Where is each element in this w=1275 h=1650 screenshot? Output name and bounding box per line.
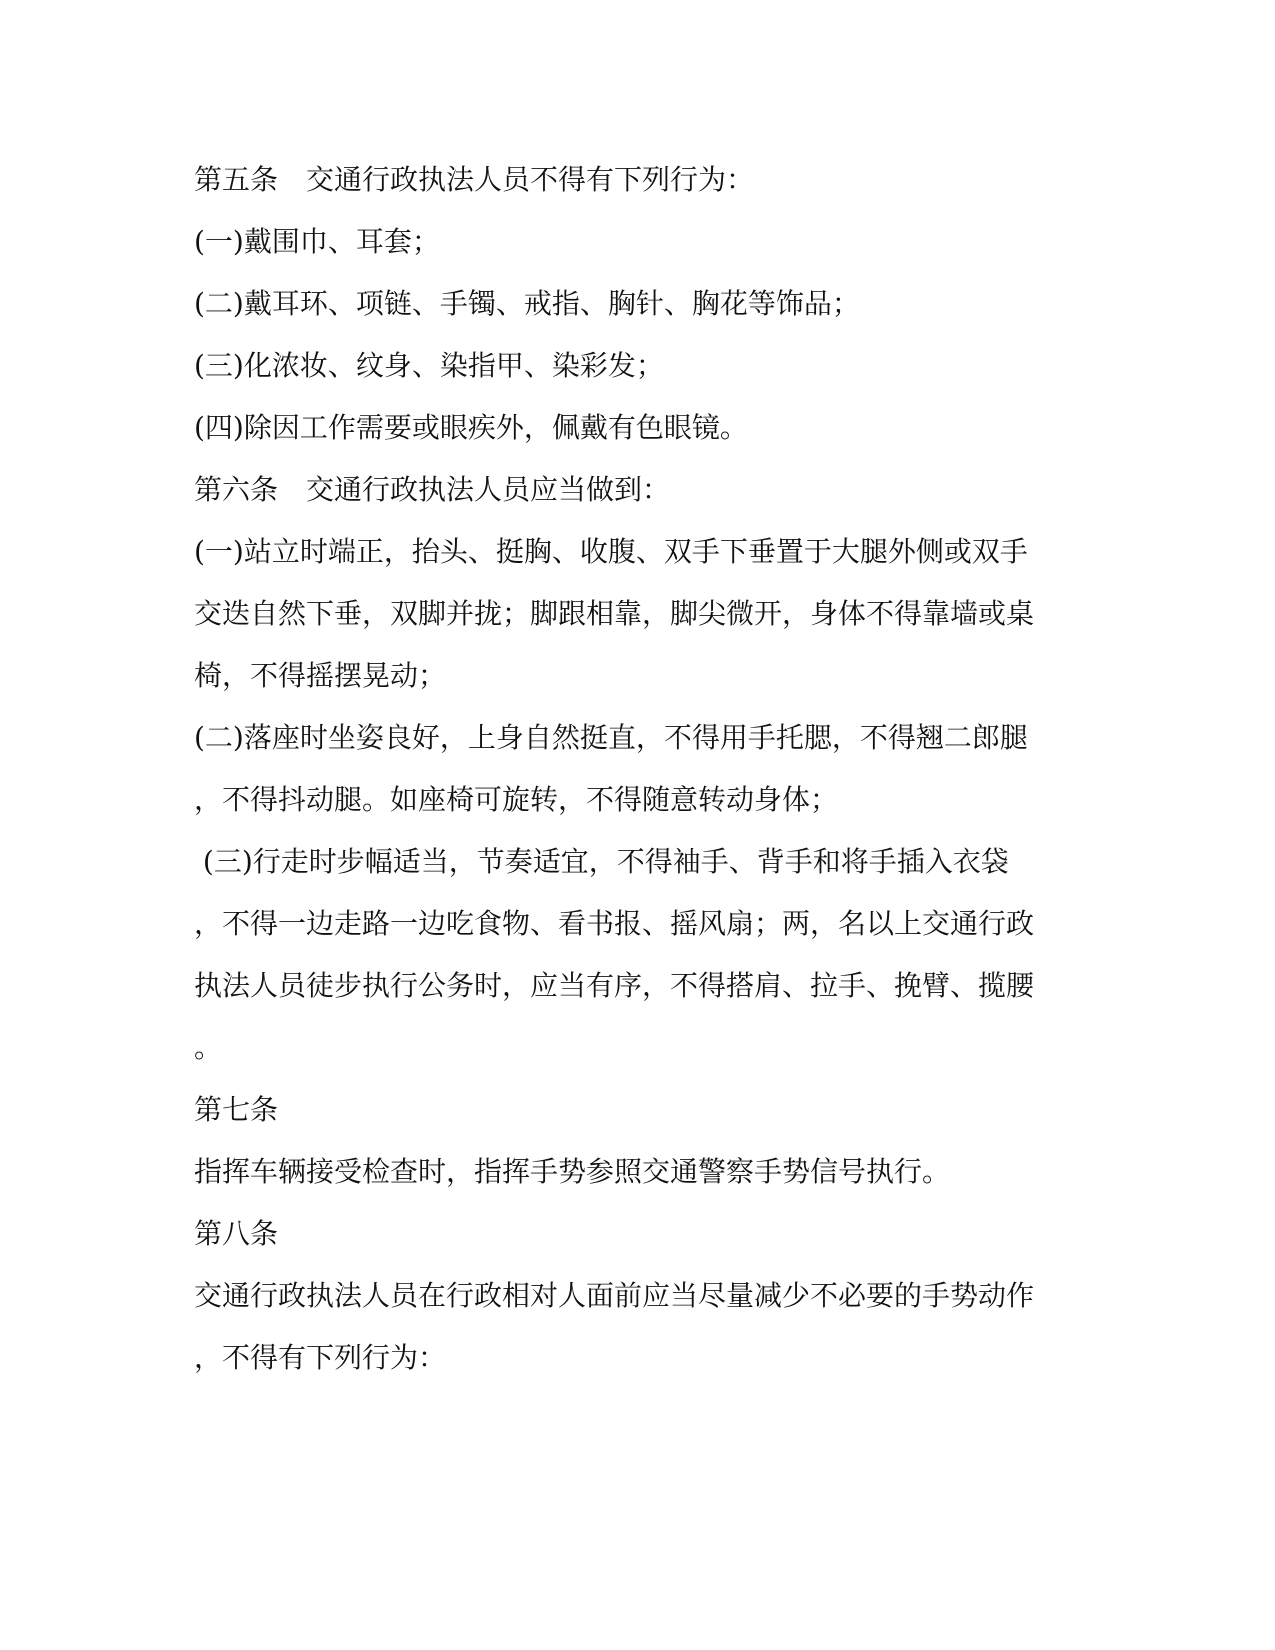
article-6-item-3-line-4: 。: [194, 1031, 223, 1064]
article-7-body: 指挥车辆接受检查时，指挥手势参照交通警察手势信号执行。: [194, 1155, 951, 1188]
article-5-item-3: (三)化浓妆、纹身、染指甲、染彩发；: [194, 349, 664, 382]
article-5-item-2: (二)戴耳环、项链、手镯、戒指、胸针、胸花等饰品；: [194, 287, 860, 320]
article-6-item-3-line-2: ，不得一边走路一边吃食物、看书报、摇风扇；两，名以上交通行政: [194, 907, 1035, 940]
article-5-item-1: (一)戴围巾、耳套；: [194, 225, 440, 258]
article-6-heading: 第六条 交通行政执法人员应当做到：: [194, 473, 671, 506]
article-8-heading: 第八条: [194, 1217, 279, 1250]
article-8-body-line-1: 交通行政执法人员在行政相对人面前应当尽量减少不必要的手势动作: [194, 1279, 1035, 1312]
article-5-heading: 第五条 交通行政执法人员不得有下列行为：: [194, 163, 755, 196]
article-6-item-1-line-3: 椅，不得摇摆晃动；: [194, 659, 447, 692]
article-6-item-3-line-3: 执法人员徒步执行公务时，应当有序，不得搭肩、拉手、挽臂、揽腰: [194, 969, 1035, 1002]
article-8-body-line-2: ，不得有下列行为：: [194, 1341, 447, 1374]
article-7-heading: 第七条: [194, 1093, 279, 1126]
article-6-item-3-line-1: (三)行走时步幅适当，节奏适宜，不得袖手、背手和将手插入衣袋: [194, 845, 1009, 878]
article-6-item-1-line-1: (一)站立时端正，抬头、挺胸、收腹、双手下垂置于大腿外侧或双手: [194, 535, 1028, 568]
article-6-item-1-line-2: 交迭自然下垂，双脚并拢；脚跟相靠，脚尖微开，身体不得靠墙或桌: [194, 597, 1035, 630]
article-6-item-2-line-1: (二)落座时坐姿良好，上身自然挺直，不得用手托腮，不得翘二郎腿: [194, 721, 1028, 754]
article-5-item-4: (四)除因工作需要或眼疾外，佩戴有色眼镜。: [194, 411, 748, 444]
article-6-item-2-line-2: ，不得抖动腿。如座椅可旋转，不得随意转动身体；: [194, 783, 839, 816]
